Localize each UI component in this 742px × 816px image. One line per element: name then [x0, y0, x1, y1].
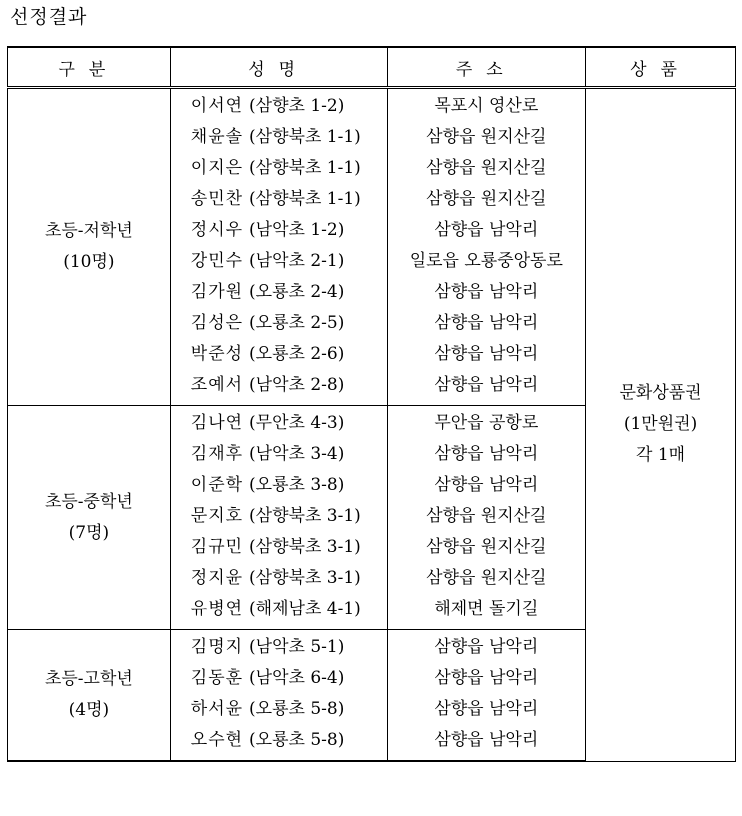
- address-cell: [387, 88, 586, 406]
- name-list: [171, 89, 387, 405]
- school-class: (남악초 1-2): [249, 220, 345, 240]
- category-cell: [8, 630, 171, 762]
- student-name: 유병연: [190, 599, 244, 619]
- address-entry: 삼향읍 남악리: [434, 668, 539, 688]
- category-count: (10명): [63, 252, 115, 272]
- category-label: 초등-중학년: [44, 491, 133, 512]
- name-entry: [171, 501, 387, 532]
- header-category: 구분: [8, 47, 171, 88]
- student-name: 조예서: [190, 375, 244, 395]
- name-list: [171, 630, 387, 760]
- name-entry: [171, 153, 387, 184]
- student-name: 김규민: [190, 537, 244, 557]
- prize-line-1: 문화상품권: [619, 383, 702, 404]
- header-name: 성명: [170, 47, 387, 88]
- name-entry: [171, 122, 387, 153]
- name-entry: [171, 663, 387, 694]
- school-class: (무안초 4-3): [249, 413, 345, 433]
- name-entry: [171, 563, 387, 594]
- name-entry: [171, 439, 387, 470]
- school-class: (삼향북초 1-1): [249, 189, 361, 209]
- school-class: (오룡초 5-8): [249, 730, 345, 750]
- category-count: (7명): [68, 522, 110, 543]
- name-entry: [171, 184, 387, 215]
- address-cell: [387, 630, 586, 762]
- name-entry: [171, 308, 387, 339]
- school-class: (남악초 2-1): [249, 251, 345, 271]
- prize-line-2: (1만원권): [623, 414, 698, 435]
- name-entry: [171, 694, 387, 725]
- name-entry: [171, 370, 387, 401]
- address-list: [388, 89, 586, 405]
- address-entry: 삼향읍 남악리: [434, 475, 539, 495]
- name-entry: [171, 408, 387, 439]
- name-entry: [171, 470, 387, 501]
- address-entry: 삼향읍 원지산길: [426, 568, 547, 588]
- address-entry: 해제면 돌기길: [434, 599, 539, 619]
- category-count: (4명): [68, 700, 110, 720]
- name-entry: [171, 246, 387, 277]
- school-class: (남악초 2-8): [249, 375, 345, 395]
- address-cell: [387, 406, 586, 630]
- category-cell: [8, 88, 171, 406]
- school-class: (삼향북초 3-1): [249, 506, 361, 526]
- address-entry: 삼향읍 남악리: [434, 699, 539, 719]
- school-class: (오룡초 3-8): [249, 475, 345, 495]
- page-title: 선정결과: [10, 6, 88, 28]
- student-name: 김명지: [190, 637, 244, 657]
- student-name: 이서연: [190, 96, 244, 116]
- student-name: 김재후: [190, 444, 244, 464]
- address-entry: 삼향읍 남악리: [434, 220, 539, 240]
- name-entry: [171, 277, 387, 308]
- category-label: 초등-고학년: [44, 669, 133, 689]
- address-entry: 삼향읍 남악리: [434, 637, 539, 657]
- student-name: 김나연: [190, 413, 244, 433]
- address-entry: 일로읍 오룡중앙동로: [409, 251, 563, 271]
- name-entry: [171, 91, 387, 122]
- student-name: 채윤솔: [190, 127, 244, 147]
- address-entry: 목포시 영산로: [434, 96, 539, 116]
- school-class: (삼향초 1-2): [249, 96, 345, 116]
- address-entry: 무안읍 공항로: [434, 413, 539, 433]
- student-name: 하서윤: [190, 699, 244, 719]
- name-entry: [171, 215, 387, 246]
- name-cell: [170, 88, 387, 406]
- student-name: 송민찬: [190, 189, 244, 209]
- student-name: 이지은: [190, 158, 244, 178]
- address-list: [388, 630, 586, 760]
- address-entry: 삼향읍 원지산길: [426, 506, 547, 526]
- prize-cell: [586, 88, 736, 762]
- header-row: [8, 47, 736, 88]
- student-name: 박준성: [190, 344, 244, 364]
- name-entry: [171, 594, 387, 625]
- student-name: 정지윤: [190, 568, 244, 588]
- name-list: [171, 406, 387, 629]
- name-entry: [171, 532, 387, 563]
- header-address: 주소: [387, 47, 586, 88]
- address-entry: 삼향읍 남악리: [434, 444, 539, 464]
- student-name: 오수현: [190, 730, 244, 750]
- school-class: (삼향북초 1-1): [249, 127, 361, 147]
- header-prize: 상품: [586, 47, 736, 88]
- school-class: (삼향북초 1-1): [249, 158, 361, 178]
- school-class: (오룡초 5-8): [249, 699, 345, 719]
- school-class: (남악초 3-4): [249, 444, 345, 464]
- student-name: 문지호: [190, 506, 244, 526]
- school-class: (오룡초 2-5): [249, 313, 345, 333]
- category-cell: [8, 406, 171, 630]
- name-entry: [171, 339, 387, 370]
- school-class: (남악초 6-4): [249, 668, 345, 688]
- school-class: (삼향북초 3-1): [249, 568, 361, 588]
- address-entry: 삼향읍 남악리: [434, 282, 539, 302]
- student-name: 김성은: [190, 313, 244, 333]
- student-name: 이준학: [190, 475, 244, 495]
- school-class: (남악초 5-1): [249, 637, 345, 657]
- group-row-lower: [8, 88, 736, 406]
- address-entry: 삼향읍 남악리: [434, 730, 539, 750]
- student-name: 강민수: [190, 251, 244, 271]
- address-entry: 삼향읍 원지산길: [426, 158, 547, 178]
- address-entry: 삼향읍 원지산길: [426, 189, 547, 209]
- address-entry: 삼향읍 남악리: [434, 344, 539, 364]
- address-entry: 삼향읍 원지산길: [426, 537, 547, 557]
- prize-line-3: 각 1매: [636, 445, 686, 466]
- student-name: 김가원: [190, 282, 244, 302]
- category-label: 초등-저학년: [44, 221, 133, 241]
- school-class: (삼향북초 3-1): [249, 537, 361, 557]
- address-entry: 삼향읍 남악리: [434, 375, 539, 395]
- student-name: 김동훈: [190, 668, 244, 688]
- school-class: (오룡초 2-4): [249, 282, 345, 302]
- name-entry: [171, 725, 387, 756]
- name-entry: [171, 632, 387, 663]
- address-entry: 삼향읍 원지산길: [426, 127, 547, 147]
- name-cell: [170, 406, 387, 630]
- result-table: [7, 46, 736, 762]
- name-cell: [170, 630, 387, 762]
- address-list: [388, 406, 586, 629]
- address-entry: 삼향읍 남악리: [434, 313, 539, 333]
- school-class: (해제남초 4-1): [249, 599, 361, 619]
- school-class: (오룡초 2-6): [249, 344, 345, 364]
- student-name: 정시우: [190, 220, 244, 240]
